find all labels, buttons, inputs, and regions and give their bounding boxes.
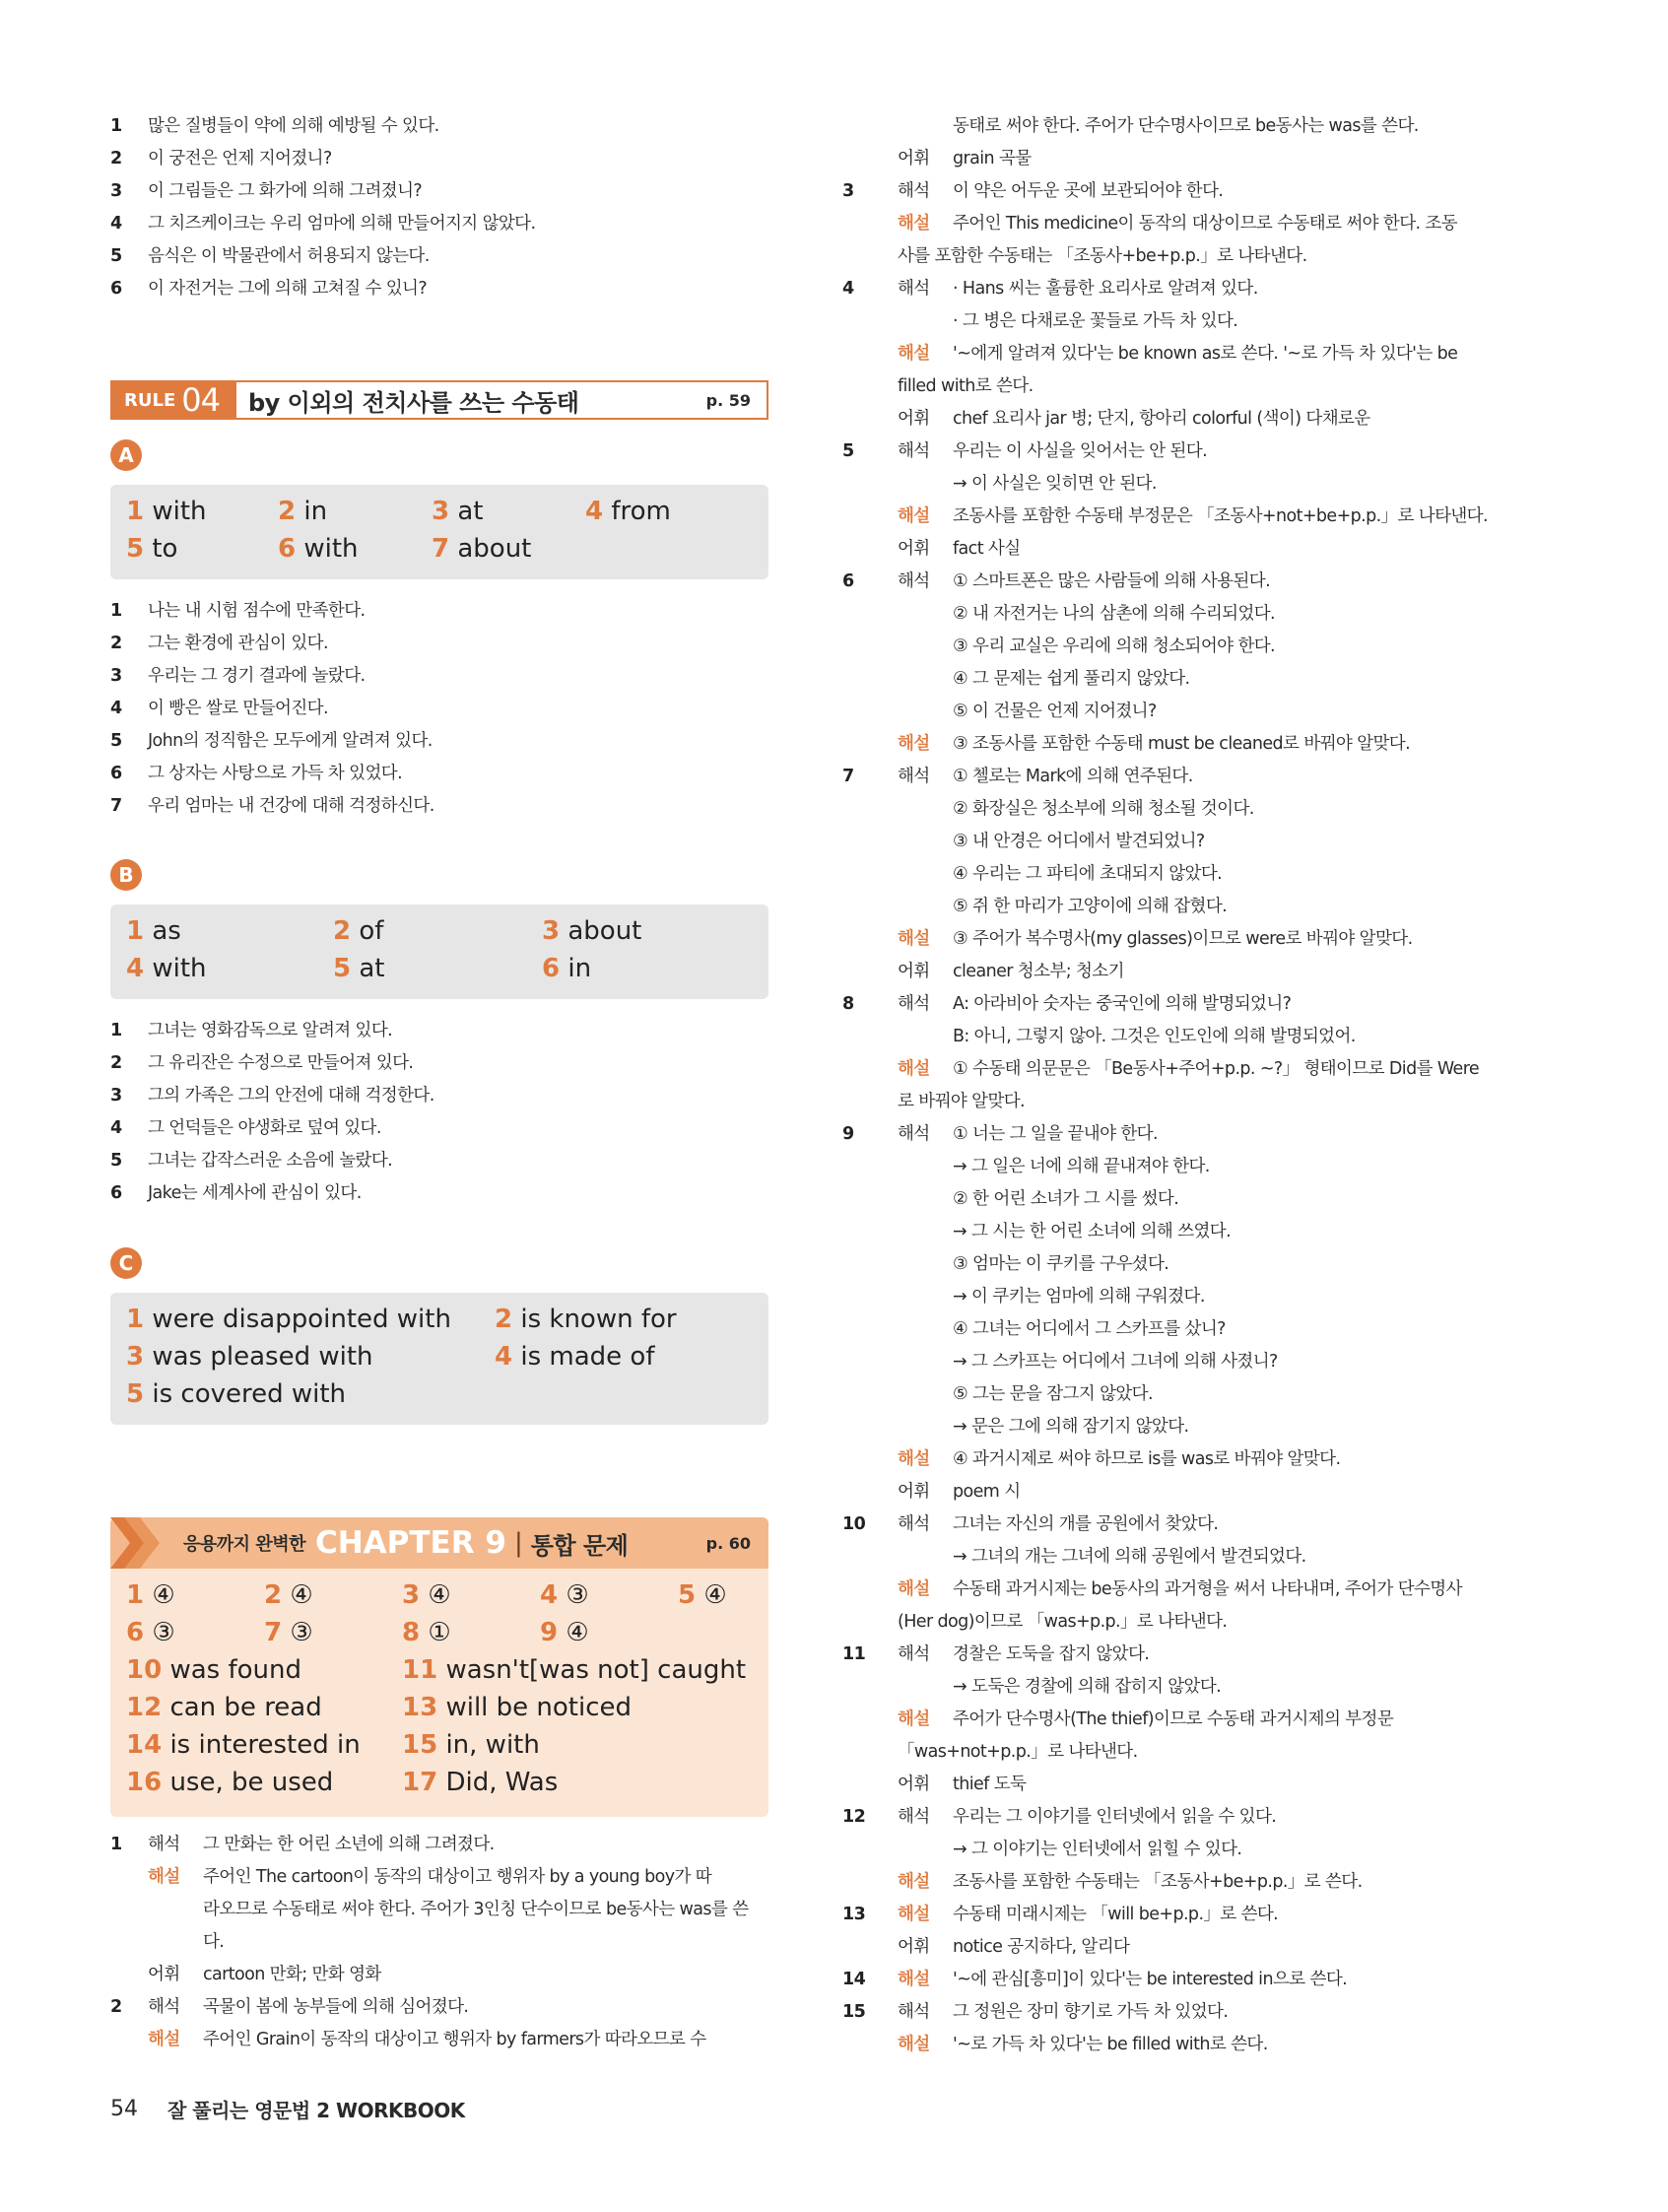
explanation-line: [842, 370, 1512, 403]
explanation-text: '~로 가득 차 있다'는 be filled with로 쓴다.: [953, 2035, 1268, 2054]
explanation-label: 어휘: [898, 539, 930, 559]
answer-item: 2 in: [278, 497, 328, 526]
list-item: 1 그녀는 영화감독으로 알려져 있다.: [110, 1021, 393, 1040]
item-number: [842, 1053, 898, 1086]
explanation-text: → 이 쿠키는 엄마에 의해 구워졌다.: [953, 1287, 1205, 1307]
explanation-text: ④ 과거시제로 써야 하므로 is를 was로 바꿔야 알맞다.: [953, 1449, 1341, 1469]
explanation-text: thief 도둑: [953, 1775, 1027, 1794]
explanation-line: 해설 주어인 Grain이 동작의 대상이고 행위자 by farmers가 따라오므로 수: [148, 2030, 706, 2049]
item-number: [842, 1769, 898, 1801]
explanation-line: [842, 1508, 1512, 1541]
item-number: [842, 1866, 898, 1899]
explanation-text: ① 스마트폰은 많은 사람들에 의해 사용된다.: [953, 571, 1271, 591]
chevron-right-icon: [110, 1517, 169, 1569]
item-number: [842, 501, 898, 533]
explanation-line: [842, 1736, 1512, 1769]
answer-item: 2 of: [333, 916, 384, 946]
section-a-translations: [110, 595, 768, 823]
answer-item: 4 with: [126, 954, 207, 983]
explanation-text: 조동사를 포함한 수동태 부정문은 「조동사+not+be+p.p.」로 나타낸다.: [953, 506, 1488, 526]
list-item: 1 나는 내 시험 점수에 만족한다.: [110, 601, 366, 621]
explanation-text: '~에 관심[흥미]이 있다'는 be interested in으로 쓴다.: [953, 1970, 1348, 1989]
explanation-text: → 도둑은 경찰에 의해 잡히지 않았다.: [953, 1677, 1222, 1697]
chapter-page: p. 60: [705, 1533, 751, 1553]
item-number: [842, 338, 898, 370]
explanation-text: → 그 이야기는 인터넷에서 읽힐 수 있다.: [953, 1840, 1242, 1859]
item-number: [842, 533, 898, 566]
section-b-translations: [110, 1015, 768, 1210]
explanation-line: [842, 761, 1512, 793]
explanation-line: [842, 1183, 1512, 1216]
answer-item: 13 will be noticed: [402, 1693, 633, 1722]
explanation-label: 해설: [898, 2035, 930, 2054]
explanation-text: 동태로 써야 한다. 주어가 단수명사이므로 be동사는 was를 쓴다.: [953, 116, 1419, 136]
explanation-label: 어휘: [898, 1482, 930, 1502]
list-item: 6 그 상자는 사탕으로 가득 차 있었다.: [110, 764, 403, 783]
section-c-badge: C: [110, 1247, 142, 1279]
explanation-line: [842, 1216, 1512, 1248]
answer-item: 1 with: [126, 497, 207, 526]
explanation-line: 어휘 cartoon 만화; 만화 영화: [148, 1965, 381, 1984]
explanation-line: [842, 793, 1512, 826]
explanation-line: [842, 956, 1512, 988]
explanation-label: 해설: [898, 214, 930, 234]
explanation-line: [842, 1769, 1512, 1801]
explanation-line: [842, 1931, 1512, 1964]
explanation-line: [842, 1313, 1512, 1346]
explanation-label: 해설: [898, 1970, 930, 1989]
answer-item: 2 ④: [264, 1580, 313, 1610]
list-item: 6 Jake는 세계사에 관심이 있다.: [110, 1183, 362, 1203]
answer-item: 12 can be read: [126, 1693, 322, 1722]
right-explanations: [842, 110, 1512, 2061]
explanation-line: 라오므로 수동태로 써야 한다. 주어가 3인칭 단수이므로 be동사는 was를 쓴: [203, 1900, 749, 1919]
explanation-line: [842, 923, 1512, 956]
item-number: 3: [842, 181, 854, 201]
explanation-text: ③ 주어가 복수명사(my glasses)이므로 were로 바꿔야 알맞다.: [953, 929, 1413, 949]
rule-title: by 이외의 전치사를 쓰는 수동태: [248, 388, 579, 417]
explanation-text: cleaner 청소부; 청소기: [953, 962, 1124, 981]
explanation-text: 로 바꿔야 알맞다.: [898, 1092, 1026, 1111]
explanation-line: [842, 2029, 1512, 2061]
explanation-line: [842, 1801, 1512, 1834]
explanation-line: [842, 1574, 1512, 1606]
explanation-line: [842, 1606, 1512, 1639]
explanation-label: 해설: [898, 1905, 930, 1924]
explanation-text: 경찰은 도둑을 잡지 않았다.: [953, 1644, 1150, 1664]
answer-item: 2 is known for: [495, 1305, 677, 1334]
explanation-label: 해석: [898, 181, 930, 201]
item-number: 14: [842, 1970, 866, 1989]
explanation-line: [842, 891, 1512, 923]
explanation-line: [842, 208, 1512, 240]
answer-item: 10 was found: [126, 1655, 301, 1685]
explanation-text: 사를 포함한 수동태는 「조동사+be+p.p.」로 나타낸다.: [898, 246, 1307, 266]
explanation-line: [842, 1086, 1512, 1118]
explanation-text: B: 아니, 그렇지 않아. 그것은 인도인에 의해 발명되었어.: [953, 1027, 1356, 1046]
explanation-line: [842, 663, 1512, 696]
explanation-label: 해석: [898, 279, 930, 299]
answer-item: 15 in, with: [402, 1730, 540, 1760]
list-item: 3 우리는 그 경기 결과에 놀랐다.: [110, 666, 366, 686]
list-item: 6 이 자전거는 그에 의해 고쳐질 수 있니?: [110, 279, 428, 299]
explanation-text: 조동사를 포함한 수동태는 「조동사+be+p.p.」로 쓴다.: [953, 1872, 1363, 1892]
item-number: 6: [842, 571, 854, 591]
answer-item: 7 about: [432, 534, 532, 564]
chapter-number: CHAPTER 9: [314, 1525, 506, 1561]
answer-item: 4 ③: [540, 1580, 589, 1610]
item-number: [842, 1574, 898, 1606]
explanation-label: 해설: [898, 1579, 930, 1599]
list-item: 7 우리 엄마는 내 건강에 대해 걱정하신다.: [110, 796, 434, 816]
chapter-header: [110, 1517, 768, 1569]
explanation-text: · 그 병은 다채로운 꽃들로 가득 차 있다.: [953, 311, 1238, 331]
explanation-text: (Her dog)이므로 「was+p.p.」로 나타낸다.: [898, 1612, 1228, 1632]
rule-header: [110, 380, 768, 420]
item-number: 7: [842, 767, 854, 786]
explanation-line: [842, 1704, 1512, 1736]
explanation-line: [842, 598, 1512, 631]
answer-item: 8 ①: [402, 1618, 451, 1647]
explanation-label: 해설: [898, 929, 930, 949]
explanation-line: 해설 주어인 The cartoon이 동작의 대상이고 행위자 by a young boy가 따: [148, 1867, 712, 1887]
explanation-line: [842, 1281, 1512, 1313]
explanation-line: [842, 1866, 1512, 1899]
explanation-text: → 그녀의 개는 그녀에 의해 공원에서 발견되었다.: [953, 1547, 1306, 1567]
explanation-text: → 그 일은 너에 의해 끝내져야 한다.: [953, 1157, 1210, 1176]
explanation-text: ② 내 자전거는 나의 삼촌에 의해 수리되었다.: [953, 604, 1276, 624]
explanation-text: ⑤ 이 건물은 언제 지어졌니?: [953, 702, 1157, 721]
answer-item: 5 ④: [678, 1580, 727, 1610]
explanation-line: [842, 1411, 1512, 1443]
explanation-text: → 문은 그에 의해 잠기지 않았다.: [953, 1417, 1189, 1437]
explanation-line: [842, 175, 1512, 208]
explanation-label: 어휘: [898, 962, 930, 981]
explanation-line: [842, 501, 1512, 533]
explanation-label: 해설: [898, 1059, 930, 1079]
explanation-text: ⑤ 쥐 한 마리가 고양이에 의해 잡혔다.: [953, 897, 1228, 916]
item-number: 4: [842, 279, 854, 299]
explanation-text: ② 한 어린 소녀가 그 시를 썼다.: [953, 1189, 1179, 1209]
list-item: 4 이 빵은 쌀로 만들어진다.: [110, 699, 328, 718]
section-c-answer-box: [110, 1293, 768, 1425]
item-number: [842, 403, 898, 436]
explanation-text: ① 수동태 의문문은 「Be동사+주어+p.p. ~?」 형태이므로 Did를 Were: [953, 1059, 1480, 1079]
answer-item: 3 at: [432, 497, 484, 526]
explanation-line: 다.: [203, 1932, 225, 1952]
item-number: [842, 143, 898, 175]
item-number: [842, 2029, 898, 2061]
explanation-line: [842, 1541, 1512, 1574]
section-a-answer-box: [110, 485, 768, 579]
answer-item: 3 about: [542, 916, 642, 946]
explanation-label: 해석: [898, 2002, 930, 2022]
chapter-title: 통합 문제: [530, 1531, 629, 1560]
item-number: [842, 1704, 898, 1736]
explanation-line: [842, 1476, 1512, 1508]
explanation-line: [842, 110, 1512, 143]
item-number: 8: [842, 994, 854, 1014]
item-number: 11: [842, 1644, 866, 1664]
book-title: 잘 풀리는 영문법 2 WORKBOOK: [167, 2099, 465, 2122]
explanation-line: 1 해석 그 만화는 한 어린 소년에 의해 그려졌다.: [110, 1835, 495, 1854]
list-item: 4 그 언덕들은 야생화로 덮여 있다.: [110, 1118, 381, 1138]
answer-item: 3 was pleased with: [126, 1342, 373, 1372]
explanation-label: 해설: [898, 734, 930, 754]
explanation-text: 「was+not+p.p.」로 나타낸다.: [898, 1742, 1138, 1762]
item-number: 5: [842, 441, 854, 461]
explanation-text: ① 첼로는 Mark에 의해 연주된다.: [953, 767, 1193, 786]
item-number: 13: [842, 1905, 866, 1924]
explanation-text: ② 화장실은 청소부에 의해 청소될 것이다.: [953, 799, 1254, 819]
explanation-text: 주어가 단수명사(The thief)이므로 수동태 과거시제의 부정문: [953, 1709, 1394, 1729]
explanation-text: → 그 스카프는 어디에서 그녀에 의해 사졌니?: [953, 1352, 1278, 1372]
explanation-text: 우리는 이 사실을 잊어서는 안 된다.: [953, 441, 1208, 461]
explanation-line: [842, 728, 1512, 761]
answer-item: 5 to: [126, 534, 178, 564]
explanation-text: ④ 우리는 그 파티에 초대되지 않았다.: [953, 864, 1223, 884]
chapter-prefix: 응용까지 완벽한: [183, 1534, 305, 1555]
explanation-line: [842, 1118, 1512, 1151]
answer-item: 6 with: [278, 534, 359, 564]
chapter-separator: |: [513, 1528, 523, 1558]
list-item: 3 그의 가족은 그의 안전에 대해 걱정한다.: [110, 1086, 434, 1106]
answer-item: 6 in: [542, 954, 592, 983]
explanation-label: 해석: [898, 571, 930, 591]
explanation-line: [842, 858, 1512, 891]
explanation-label: 해설: [898, 1709, 930, 1729]
explanation-line: [842, 240, 1512, 273]
explanation-text: ① 너는 그 일을 끝내야 한다.: [953, 1124, 1158, 1144]
explanation-text: → 이 사실은 잊히면 안 된다.: [953, 474, 1157, 494]
item-number: 12: [842, 1807, 866, 1827]
explanation-line: [842, 566, 1512, 598]
list-item: 2 그 유리잔은 수정으로 만들어져 있다.: [110, 1053, 414, 1073]
explanation-line: [842, 1834, 1512, 1866]
item-number: 15: [842, 2002, 866, 2022]
explanation-text: chef 요리사 jar 병; 단지, 항아리 colorful (색이) 다채로운: [953, 409, 1370, 429]
answer-item: 1 as: [126, 916, 181, 946]
explanation-line: [842, 1248, 1512, 1281]
answer-item: 14 is interested in: [126, 1730, 361, 1760]
explanation-line: [842, 1964, 1512, 1996]
explanation-line: [842, 1899, 1512, 1931]
answer-item: 1 ④: [126, 1580, 175, 1610]
explanation-text: A: 아라비아 숫자는 중국인에 의해 발명되었니?: [953, 994, 1292, 1014]
explanation-line: [842, 533, 1512, 566]
explanation-label: 해설: [898, 1449, 930, 1469]
explanation-text: fact 사실: [953, 539, 1021, 559]
item-number: [842, 956, 898, 988]
item-number: 9: [842, 1124, 854, 1144]
explanation-label: 해설: [898, 506, 930, 526]
page-footer: [110, 2095, 465, 2123]
explanation-text: notice 공지하다, 알리다: [953, 1937, 1130, 1957]
explanation-text: → 그 시는 한 어린 소녀에 의해 쓰였다.: [953, 1222, 1232, 1241]
explanation-text: · Hans 씨는 훌륭한 요리사로 알려져 있다.: [953, 279, 1258, 299]
explanation-label: 어휘: [898, 1937, 930, 1957]
explanation-text: 우리는 그 이야기를 인터넷에서 읽을 수 있다.: [953, 1807, 1277, 1827]
explanation-label: 해설: [898, 344, 930, 364]
explanation-text: 수동태 미래시제는 「will be+p.p.」로 쓴다.: [953, 1905, 1279, 1924]
item-number: [842, 208, 898, 240]
answer-item: 16 use, be used: [126, 1768, 334, 1797]
explanation-line: [842, 1639, 1512, 1671]
explanation-text: ③ 내 안경은 어디에서 발견되었니?: [953, 832, 1205, 851]
explanation-line: [842, 696, 1512, 728]
explanation-line: [842, 1021, 1512, 1053]
explanation-label: 어휘: [898, 149, 930, 168]
explanation-line: [842, 143, 1512, 175]
explanation-line: [842, 1443, 1512, 1476]
explanation-text: ④ 그 문제는 쉽게 풀리지 않았다.: [953, 669, 1190, 689]
explanation-text: 그녀는 자신의 개를 공원에서 찾았다.: [953, 1514, 1219, 1534]
explanation-label: 해석: [898, 1644, 930, 1664]
page-number: 54: [110, 2097, 138, 2121]
section-b-answer-box: [110, 905, 768, 999]
explanation-text: ③ 조동사를 포함한 수동태 must be cleaned로 바꿔야 알맞다.: [953, 734, 1411, 754]
explanation-label: 해설: [898, 1872, 930, 1892]
left-explanations: [110, 1829, 768, 2056]
list-item: 2 그는 환경에 관심이 있다.: [110, 634, 328, 653]
rule-tag: RULE 04: [112, 382, 236, 418]
list-item: 3 이 그림들은 그 화가에 의해 그려졌니?: [110, 181, 423, 201]
explanation-text: 주어인 This medicine이 동작의 대상이므로 수동태로 써야 한다. 조동: [953, 214, 1458, 234]
explanation-line: [842, 1996, 1512, 2029]
item-number: [842, 728, 898, 761]
explanation-text: 이 약은 어두운 곳에 보관되어야 한다.: [953, 181, 1224, 201]
explanation-text: 그 정원은 장미 향기로 가득 차 있었다.: [953, 2002, 1229, 2022]
explanation-line: [842, 273, 1512, 305]
chapter-answer-box: [110, 1569, 768, 1817]
list-item: 5 그녀는 갑작스러운 소음에 놀랐다.: [110, 1151, 393, 1171]
list-item: 5 John의 정직함은 모두에게 알려져 있다.: [110, 731, 433, 751]
explanation-line: [842, 468, 1512, 501]
item-number: [842, 1931, 898, 1964]
explanation-label: 어휘: [898, 1775, 930, 1794]
answer-item: 3 ④: [402, 1580, 451, 1610]
item-number: [842, 1443, 898, 1476]
explanation-line: [842, 1053, 1512, 1086]
explanation-label: 해석: [898, 994, 930, 1014]
answer-item: 5 is covered with: [126, 1379, 347, 1409]
explanation-line: [842, 1151, 1512, 1183]
answer-item: 17 Did, Was: [402, 1768, 559, 1797]
explanation-label: 어휘: [898, 409, 930, 429]
explanation-line: [842, 1378, 1512, 1411]
explanation-text: ③ 우리 교실은 우리에 의해 청소되어야 한다.: [953, 637, 1276, 656]
explanation-line: [842, 826, 1512, 858]
explanation-line: [842, 305, 1512, 338]
answer-item: 1 were disappointed with: [126, 1305, 451, 1334]
explanation-text: ③ 엄마는 이 쿠키를 구우셨다.: [953, 1254, 1169, 1274]
explanation-line: [842, 338, 1512, 370]
answer-item: 4 is made of: [495, 1342, 655, 1372]
explanation-label: 해석: [898, 1807, 930, 1827]
answer-item: 9 ④: [540, 1618, 589, 1647]
explanation-line: [842, 403, 1512, 436]
item-number: [842, 923, 898, 956]
explanation-label: 해석: [898, 1514, 930, 1534]
item-number: [842, 1476, 898, 1508]
explanation-label: 해석: [898, 1124, 930, 1144]
rule-page: p. 59: [705, 390, 751, 410]
explanation-line: [842, 1671, 1512, 1704]
answer-item: 4 from: [585, 497, 671, 526]
explanation-text: ⑤ 그는 문을 잠그지 않았다.: [953, 1384, 1153, 1404]
explanation-line: [842, 1346, 1512, 1378]
answer-item: 11 wasn't[was not] caught: [402, 1655, 747, 1685]
answer-item: 7 ③: [264, 1618, 313, 1647]
list-item: 4 그 치즈케이크는 우리 엄마에 의해 만들어지지 않았다.: [110, 214, 536, 234]
explanation-text: grain 곡물: [953, 149, 1032, 168]
explanation-text: poem 시: [953, 1482, 1021, 1502]
explanation-label: 해석: [898, 767, 930, 786]
list-item: 1 많은 질병들이 약에 의해 예방될 수 있다.: [110, 116, 439, 136]
explanation-text: filled with로 쓴다.: [898, 376, 1034, 396]
explanation-line: [842, 631, 1512, 663]
list-item: 2 이 궁전은 언제 지어졌니?: [110, 149, 332, 168]
explanation-line: [842, 988, 1512, 1021]
answer-item: 6 ③: [126, 1618, 175, 1647]
explanation-label: 해석: [898, 441, 930, 461]
explanation-text: '~에게 알려져 있다'는 be known as로 쓴다. '~로 가득 차 있다'는 be: [953, 344, 1458, 364]
explanation-line: [842, 436, 1512, 468]
answer-item: 5 at: [333, 954, 385, 983]
item-number: 10: [842, 1514, 866, 1534]
explanation-text: 수동태 과거시제는 be동사의 과거형을 써서 나타내며, 주어가 단수명사: [953, 1579, 1462, 1599]
top-translation-list: [110, 110, 768, 305]
explanation-text: ④ 그녀는 어디에서 그 스카프를 샀니?: [953, 1319, 1226, 1339]
section-a-badge: A: [110, 439, 142, 471]
explanation-line: 2 해석 곡물이 봄에 농부들에 의해 심어졌다.: [110, 1997, 469, 2017]
section-b-badge: B: [110, 859, 142, 891]
list-item: 5 음식은 이 박물관에서 허용되지 않는다.: [110, 246, 430, 266]
